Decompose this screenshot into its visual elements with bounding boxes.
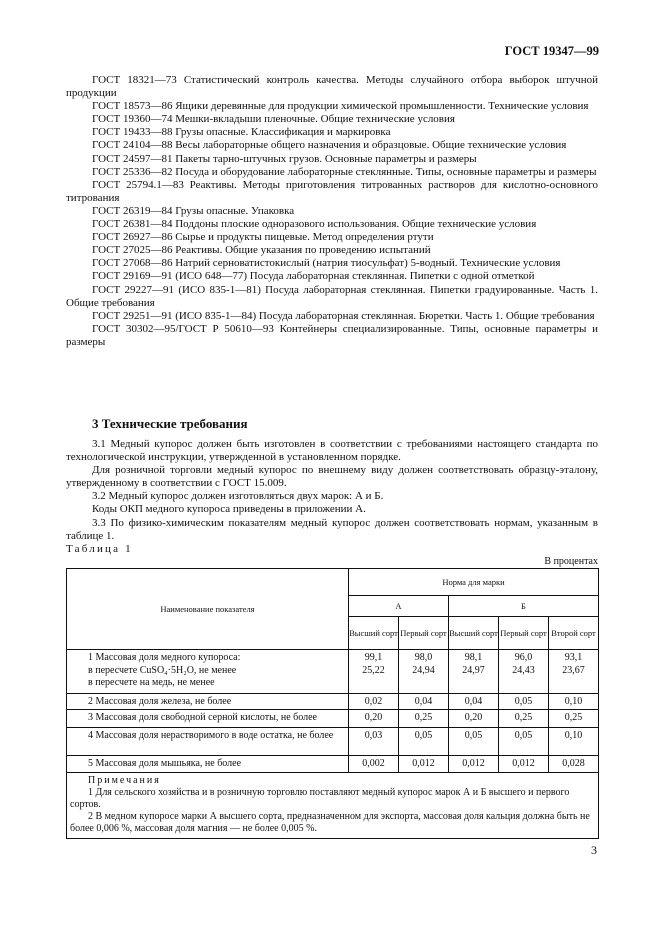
row-label: 3 Массовая доля свободной серной кислоты, не более (67, 710, 349, 728)
table-caption: Таблица 1 (66, 543, 133, 555)
table-notes-row (67, 773, 599, 839)
reference-item: ГОСТ 24104—88 Весы лабораторные общего назначения и образцовые. Общие технические условия (92, 139, 567, 152)
reference-item: ГОСТ 19360—74 Мешки-вкладыши пленочные. Общие технические условия (92, 113, 455, 126)
reference-item: ГОСТ 27068—86 Натрий серноватистокислый (натрия тиосульфат) 5-водный. Технические условия (92, 257, 561, 270)
value-cell: 0,10 (549, 728, 599, 756)
paragraph: 3.3 По физико-химическим показателям медный купорос должен соответствовать нормам, указанным в таблице 1. (66, 516, 598, 542)
value-cell: 0,25 (549, 710, 599, 728)
table-row (67, 728, 599, 756)
value-cell: 0,012 (399, 756, 449, 773)
reference-item: ГОСТ 29227—91 (ИСО 835-1—81) Посуда лабораторная стеклянная. Пипетки градуированные. Часть 1. Общие требования (66, 283, 598, 309)
note-item: 1 Для сельского хозяйства и в розничную торговлю поставляют медный купорос марок А и Б высшего и первого сортов. (70, 787, 570, 810)
value-cell: 0,012 (449, 756, 499, 773)
reference-item: ГОСТ 29251—91 (ИСО 835-1—84) Посуда лабораторная стеклянная. Бюретки. Часть 1. Общие требования (92, 309, 595, 322)
reference-item: ГОСТ 30302—95/ГОСТ Р 50610—93 Контейнеры специализированные. Типы, основные параметры и размеры (66, 322, 598, 348)
paragraph: 3.1 Медный купорос должен быть изготовлен в соответствии с требованиями настоящего стандарта по технологической инструкции, утвержденной в установленном порядке. (66, 438, 598, 464)
notes-title: Примечания (88, 775, 161, 786)
value-cell: 98,0 24,94 (399, 650, 449, 694)
value-cell: 93,1 23,67 (549, 650, 599, 694)
grade-header: Второй сорт (549, 617, 599, 650)
value-cell: 0,04 (449, 694, 499, 710)
paragraph: Коды ОКП медного купороса приведены в приложении А. (92, 503, 366, 516)
indicator-header: Наименование показателя (67, 569, 349, 650)
value-cell: 0,03 (349, 728, 399, 756)
value-cell: 0,20 (449, 710, 499, 728)
value-cell: 99,1 25,22 (349, 650, 399, 694)
value-cell: 0,05 (499, 728, 549, 756)
table-notes (67, 773, 599, 839)
reference-item: ГОСТ 26319—84 Грузы опасные. Упаковка (92, 204, 295, 217)
table-row (67, 756, 599, 773)
brand-a-header: А (349, 596, 449, 617)
value-cell: 96,0 24,43 (499, 650, 549, 694)
page-number: 3 (591, 843, 597, 857)
specification-table (66, 568, 599, 839)
value-cell: 98,1 24,97 (449, 650, 499, 694)
table-header-row (67, 569, 599, 596)
row-subitem: в пересчете CuSO₄·5H₂O, не менее (88, 664, 237, 676)
norm-header: Норма для марки (349, 569, 599, 596)
value-cell: 0,05 (399, 728, 449, 756)
grade-header: Высший сорт (449, 617, 499, 650)
brand-b-header: Б (449, 596, 599, 617)
grade-header: Высший сорт (349, 617, 399, 650)
paragraph: 3.2 Медный купорос должен изготовляться двух марок: А и Б. (92, 490, 384, 503)
reference-item: ГОСТ 26381—84 Поддоны плоские одноразового использования. Общие технические условия (92, 218, 537, 231)
row-title: 1 Массовая доля медного купороса: (88, 652, 241, 663)
value-cell: 0,028 (549, 756, 599, 773)
reference-item: ГОСТ 25336—82 Посуда и оборудование лабораторные стеклянные. Типы, основные параметры и размеры (92, 165, 597, 178)
value-cell: 0,02 (349, 694, 399, 710)
table-unit: В процентах (544, 556, 598, 567)
value-cell: 0,20 (349, 710, 399, 728)
row-label: 5 Массовая доля мышьяка, не более (67, 756, 349, 773)
row-label: 2 Массовая доля железа, не более (67, 694, 349, 710)
value-cell: 0,05 (449, 728, 499, 756)
section-title: 3 Технические требования (92, 416, 248, 431)
row-label (67, 650, 349, 694)
row-subitem: в пересчете на медь, не менее (88, 677, 215, 688)
reference-item: ГОСТ 18573—86 Ящики деревянные для продукции химической промышленности. Технические условия (92, 100, 589, 113)
reference-item: ГОСТ 24597—81 Пакеты тарно-штучных грузов. Основные параметры и размеры (92, 152, 477, 165)
reference-item: ГОСТ 18321—73 Статистический контроль качества. Методы случайного отбора выборок штучной продукции (66, 74, 598, 100)
reference-item: ГОСТ 26927—86 Сырье и продукты пищевые. Метод определения ртути (92, 231, 434, 244)
section-body (66, 438, 598, 543)
grade-header: Первый сорт (499, 617, 549, 650)
value-cell: 0,012 (499, 756, 549, 773)
reference-item: ГОСТ 25794.1—83 Реактивы. Методы приготовления титрованных растворов для кислотно-основного титрования (66, 178, 598, 204)
reference-item: ГОСТ 27025—86 Реактивы. Общие указания по проведению испытаний (92, 244, 431, 257)
table-row (67, 710, 599, 728)
normative-references (66, 74, 598, 349)
value-cell: 0,04 (399, 694, 449, 710)
reference-item: ГОСТ 29169—91 (ИСО 648—77) Посуда лабораторная стеклянная. Пипетки с одной отметкой (92, 270, 535, 283)
row-label: 4 Массовая доля нерастворимого в воде остатка, не более (67, 728, 349, 756)
note-item: 2 В медном купоросе марки А высшего сорта, предназначенном для экспорта, массовая доля кальция должна быть не более 0,006 %, массовая доля магния — не более 0,005 %. (70, 811, 590, 834)
value-cell: 0,05 (499, 694, 549, 710)
paragraph: Для розничной торговли медный купорос по внешнему виду должен соответствовать образцу-эталону, утвержденному в соответствии с ГОСТ 15.009. (66, 464, 598, 490)
value-cell: 0,10 (549, 694, 599, 710)
value-cell: 0,002 (349, 756, 399, 773)
document-header: ГОСТ 19347—99 (504, 44, 599, 58)
table-row (67, 650, 599, 694)
table-row (67, 694, 599, 710)
value-cell: 0,25 (399, 710, 449, 728)
grade-header: Первый сорт (399, 617, 449, 650)
reference-item: ГОСТ 19433—88 Грузы опасные. Классификация и маркировка (92, 126, 391, 139)
value-cell: 0,25 (499, 710, 549, 728)
